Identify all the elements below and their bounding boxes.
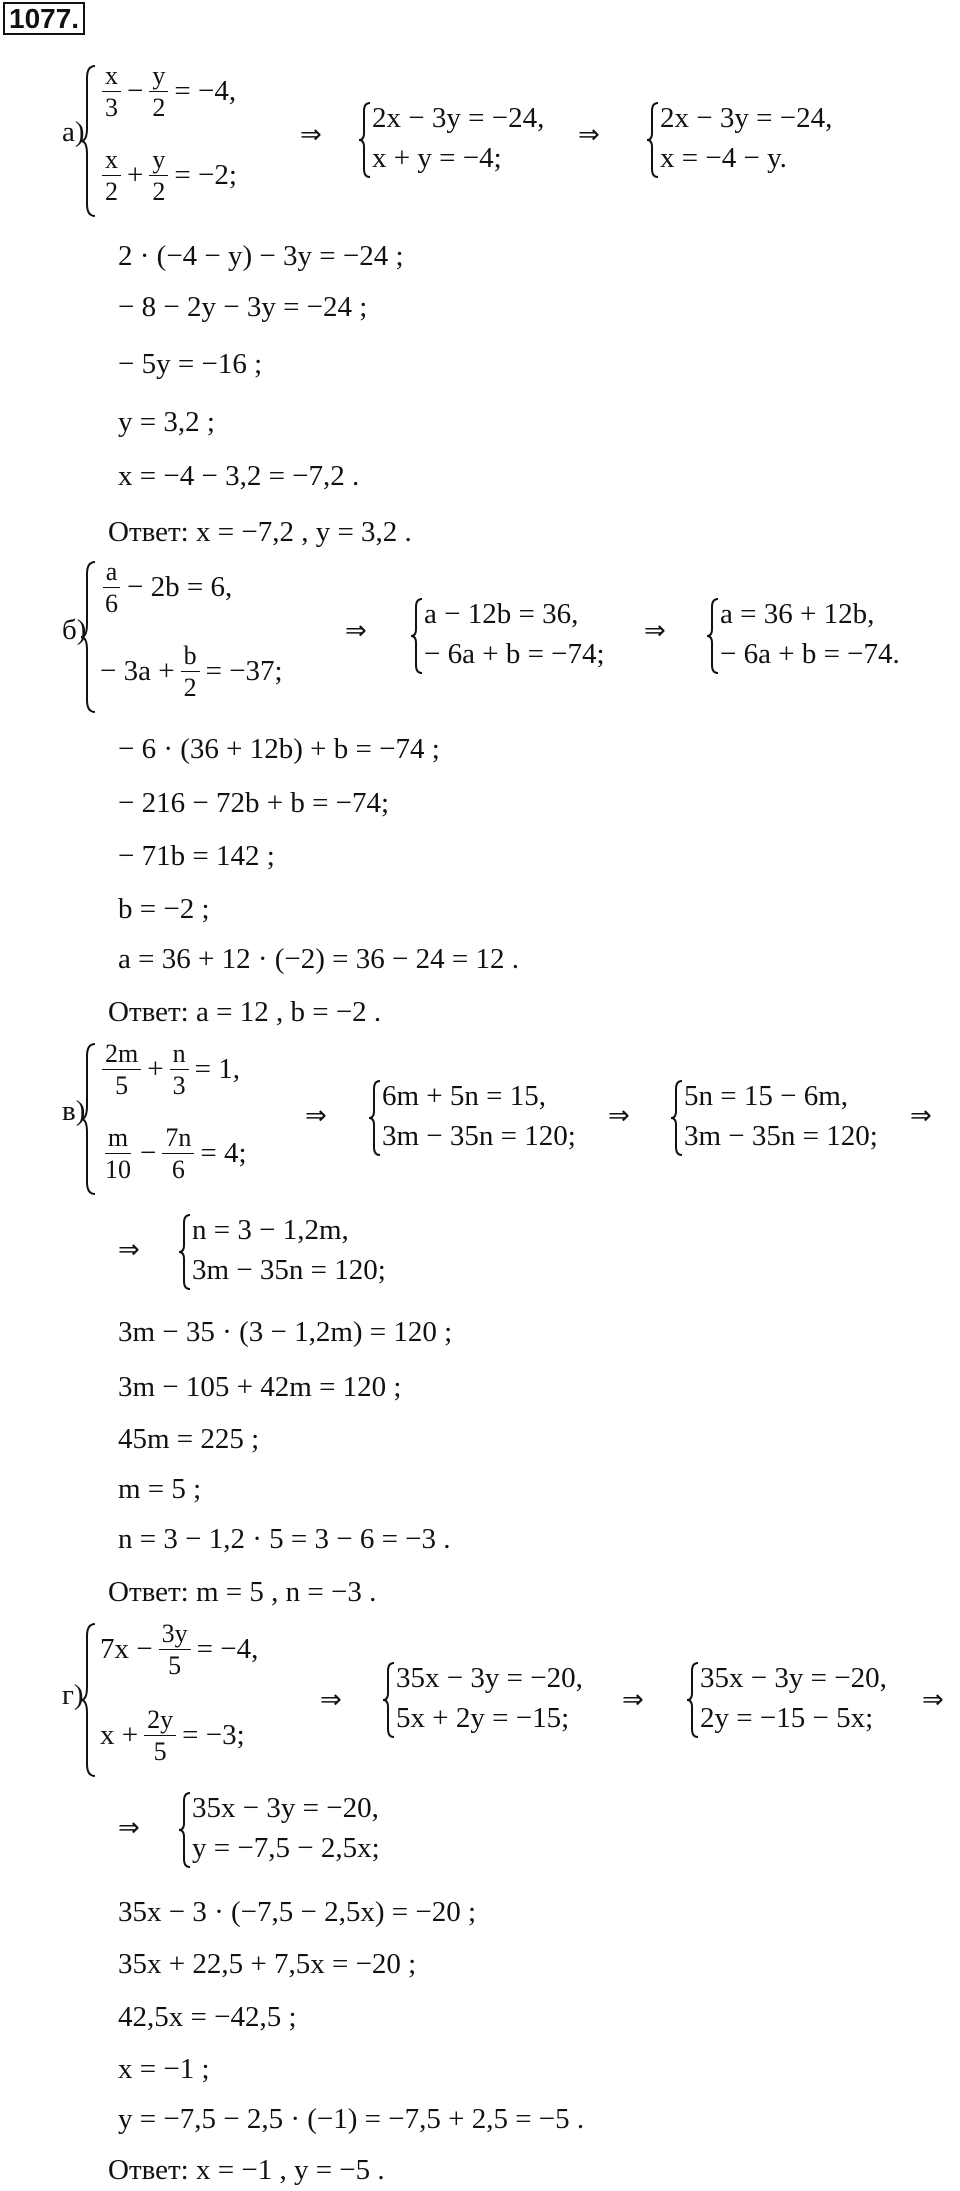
system-row: 6m + 5n = 15, [382,1080,547,1112]
implies-arrow: ⇒ [644,616,666,646]
part-v-system-3 [670,1078,910,1158]
fraction: $\frac{7n}{6}$ [162,1124,194,1184]
solution-step: x = −4 − 3,2 = −7,2 . [118,460,360,492]
implies-arrow: ⇒ [345,616,367,646]
brace-icon [382,1660,396,1740]
solution-step: n = 3 − 1,2 · 5 = 3 − 6 = −3 . [118,1523,451,1555]
fraction: x 3 [102,62,121,122]
brace-icon [80,1040,98,1198]
system-row: n = 3 − 1,2m, [192,1214,349,1246]
part-a-label: а) [62,116,85,148]
implies-arrow: ⇒ [922,1685,944,1715]
solution-step: 42,5x = −42,5 ; [118,2001,297,2033]
system-row: 35x − 3y = −20, [192,1792,379,1824]
solution-step: 2 · (−4 − y) − 3y = −24 ; [118,240,404,272]
fraction: a 6 [102,558,121,618]
brace-icon [646,100,660,180]
implies-arrow: ⇒ [910,1101,932,1131]
solution-step: − 8 − 2y − 3y = −24 ; [118,291,368,323]
system-row: 2x − 3y = −24, [660,102,833,134]
brace-icon [178,1212,192,1292]
system-row: y = −7,5 − 2,5x; [192,1832,380,1864]
system-row: 5x + 2y = −15; [396,1702,570,1734]
part-v-system-1 [80,1040,320,1198]
fraction: $\frac{b}{2}$ [181,642,200,702]
system-row: 3m − 35n = 120; [192,1254,386,1286]
part-b-system-3 [706,596,936,676]
answer-line: Ответ: a = 12 , b = −2 . [108,996,382,1028]
part-g-label: г) [62,1679,84,1711]
solution-step: y = −7,5 − 2,5 · (−1) = −7,5 + 2,5 = −5 . [118,2103,585,2135]
fraction: $\frac{y}{2}$ [149,62,168,122]
system-row: 3m − 35n = 120; [684,1120,878,1152]
system-row: x + y = −4; [372,142,502,174]
system-row: 35x − 3y = −20, [396,1662,583,1694]
system-row: a − 12b = 36, [424,598,579,630]
solution-step: 35x − 3 · (−7,5 − 2,5x) = −20 ; [118,1896,477,1928]
system-row: x = −4 − y. [660,142,787,174]
fraction: $\frac{n}{3}$ [170,1040,189,1100]
system-row: 7x − $\frac{3y}{5}$ = −4, [100,1619,259,1681]
answer-line: Ответ: x = −7,2 , y = 3,2 . [108,516,412,548]
brace-icon [358,100,372,180]
answer-line: Ответ: m = 5 , n = −3 . [108,1576,377,1608]
part-a-system-3 [646,100,866,180]
brace-icon [368,1078,382,1158]
implies-arrow: ⇒ [578,120,600,150]
system-row: 2x − 3y = −24, [372,102,545,134]
part-b-label: б) [62,614,87,646]
brace-icon [80,1620,98,1780]
implies-arrow: ⇒ [118,1235,140,1265]
fraction: $\frac{2y}{5}$ [144,1706,176,1766]
part-g-system-2 [382,1660,622,1740]
brace-icon [706,596,720,676]
system-row: − 3a + $\frac{b}{2}$ = −37; [100,641,283,703]
part-a-system-2 [358,100,578,180]
solution-step: m = 5 ; [118,1473,202,1505]
system-row: x 3 − $\frac{y}{2}$ = −4, [100,62,236,122]
problem-number: 1077. [3,2,85,35]
part-v-label: в) [62,1095,86,1127]
system-row: 2m 5 + $\frac{n}{3}$ = 1, [100,1040,240,1100]
part-v-system-2 [368,1078,608,1158]
implies-arrow: ⇒ [622,1685,644,1715]
system-row: 3m − 35n = 120; [382,1120,576,1152]
system-row: 2y = −15 − 5x; [700,1702,874,1734]
system-row: x 2 + $\frac{y}{2}$ = −2; [100,146,237,206]
part-a-system-1 [80,62,320,220]
brace-icon [410,596,424,676]
fraction: $\frac{3y}{5}$ [159,1620,191,1680]
solution-step: a = 36 + 12 · (−2) = 36 − 24 = 12 . [118,943,519,975]
solution-step: y = 3,2 ; [118,406,215,438]
system-row: a = 36 + 12b, [720,598,875,630]
fraction: 2m 5 [102,1040,141,1100]
part-b-system-2 [410,596,640,676]
brace-icon [80,62,98,220]
solution-step: 3m − 35 · (3 − 1,2m) = 120 ; [118,1316,453,1348]
implies-arrow: ⇒ [608,1101,630,1131]
system-row: a 6 − 2b = 6, [100,558,232,618]
fraction: x 2 [102,146,121,206]
system-row: − 6a + b = −74; [424,638,605,670]
solution-step: 45m = 225 ; [118,1423,260,1455]
implies-arrow: ⇒ [305,1101,327,1131]
part-g-system-3 [686,1660,926,1740]
part-g-system-1 [80,1620,320,1780]
solution-step: 3m − 105 + 42m = 120 ; [118,1371,402,1403]
system-row: − 6a + b = −74. [720,638,900,670]
solution-step: − 6 · (36 + 12b) + b = −74 ; [118,733,440,765]
fraction: m 10 [105,1123,131,1185]
part-v-system-4 [178,1212,418,1292]
system-row: 5n = 15 − 6m, [684,1080,849,1112]
solution-step: x = −1 ; [118,2053,210,2085]
brace-icon [178,1790,192,1870]
part-b-system-1 [80,558,340,716]
implies-arrow: ⇒ [118,1813,140,1843]
part-g-system-4 [178,1790,438,1870]
implies-arrow: ⇒ [300,120,322,150]
system-row: x + $\frac{2y}{5}$ = −3; [100,1705,245,1767]
solution-step: − 71b = 142 ; [118,840,275,872]
solution-step: 35x + 22,5 + 7,5x = −20 ; [118,1948,417,1980]
system-row: 35x − 3y = −20, [700,1662,887,1694]
brace-icon [686,1660,700,1740]
answer-line: Ответ: x = −1 , y = −5 . [108,2154,385,2186]
brace-icon [80,558,98,716]
system-row: m 10 − $\frac{7n}{6}$ = 4; [100,1124,247,1184]
solution-step: − 5y = −16 ; [118,348,263,380]
implies-arrow: ⇒ [320,1685,342,1715]
brace-icon [670,1078,684,1158]
solution-step: b = −2 ; [118,893,210,925]
fraction: $\frac{y}{2}$ [149,146,168,206]
solution-step: − 216 − 72b + b = −74; [118,787,390,819]
